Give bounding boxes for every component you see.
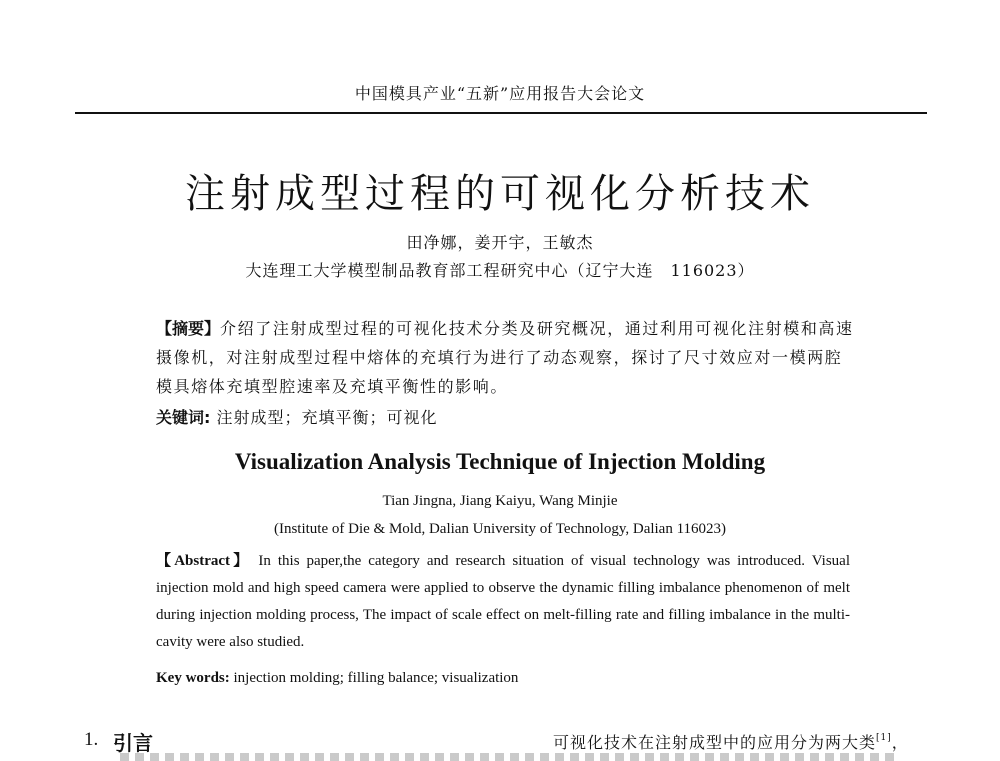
abstract-en-text: In this paper,the category and research situation of visual technology was introduced. Visual injection mold and high speed camera were applied to observe the dynamic filling imbalance phenomenon of melt during injection molding process, The impact of scale effect on melt-filling rate and filling imbalance in the multi-cavity were also studied. [156,553,851,650]
keywords-zh [156,405,856,428]
body-text: 可视化技术在注射成型中的应用分为两大类 [553,733,877,752]
abstract-zh-label: 【摘要】 [156,319,221,338]
keywords-zh-text: 注射成型；充填平衡；可视化 [216,408,438,427]
section-title: 引言 [113,731,153,755]
affiliation-en: (Institute of Die & Mold, Dalian University of Technology, Dalian 116023) [273,521,727,537]
authors-zh: 田净娜，姜开宇，王敏杰 [406,233,594,252]
keywords-en [156,670,850,687]
section-number: 1. [84,729,99,750]
keywords-en-label: Key words: [156,670,230,686]
body-paragraph-start [553,730,909,753]
keywords-zh-label: 关键词: [156,408,211,427]
citation-ref: [1] [876,733,892,743]
affiliation-zh: 大连理工大学模型制品教育部工程研究中心（辽宁大连 116023） [245,261,755,280]
running-header: 中国模具产业“五新”应用报告大会论文 [354,84,646,103]
body-text-tail: ， [891,733,909,752]
authors-en: Tian Jingna, Jiang Kaiyu, Wang Minjie [382,493,618,509]
paper-title-en: Visualization Analysis Technique of Injection Molding [234,449,766,474]
keywords-en-text: injection molding; filling balance; visualization [233,670,519,686]
abstract-en [156,548,850,656]
abstract-zh-text: 介绍了注射成型过程的可视化技术分类及研究概况，通过利用可视化注射模和高速摄像机，对注射成型过程中熔体的充填行为进行了动态观察，探讨了尺寸效应对一模两腔模具熔体充填型腔速率及充填平衡性的影响。 [156,319,854,396]
paper-title-zh: 注射成型过程的可视化分析技术 [185,171,815,217]
header-rule [75,112,927,114]
abstract-zh [156,314,856,401]
abstract-en-label: 【Abstract】 [156,553,252,569]
